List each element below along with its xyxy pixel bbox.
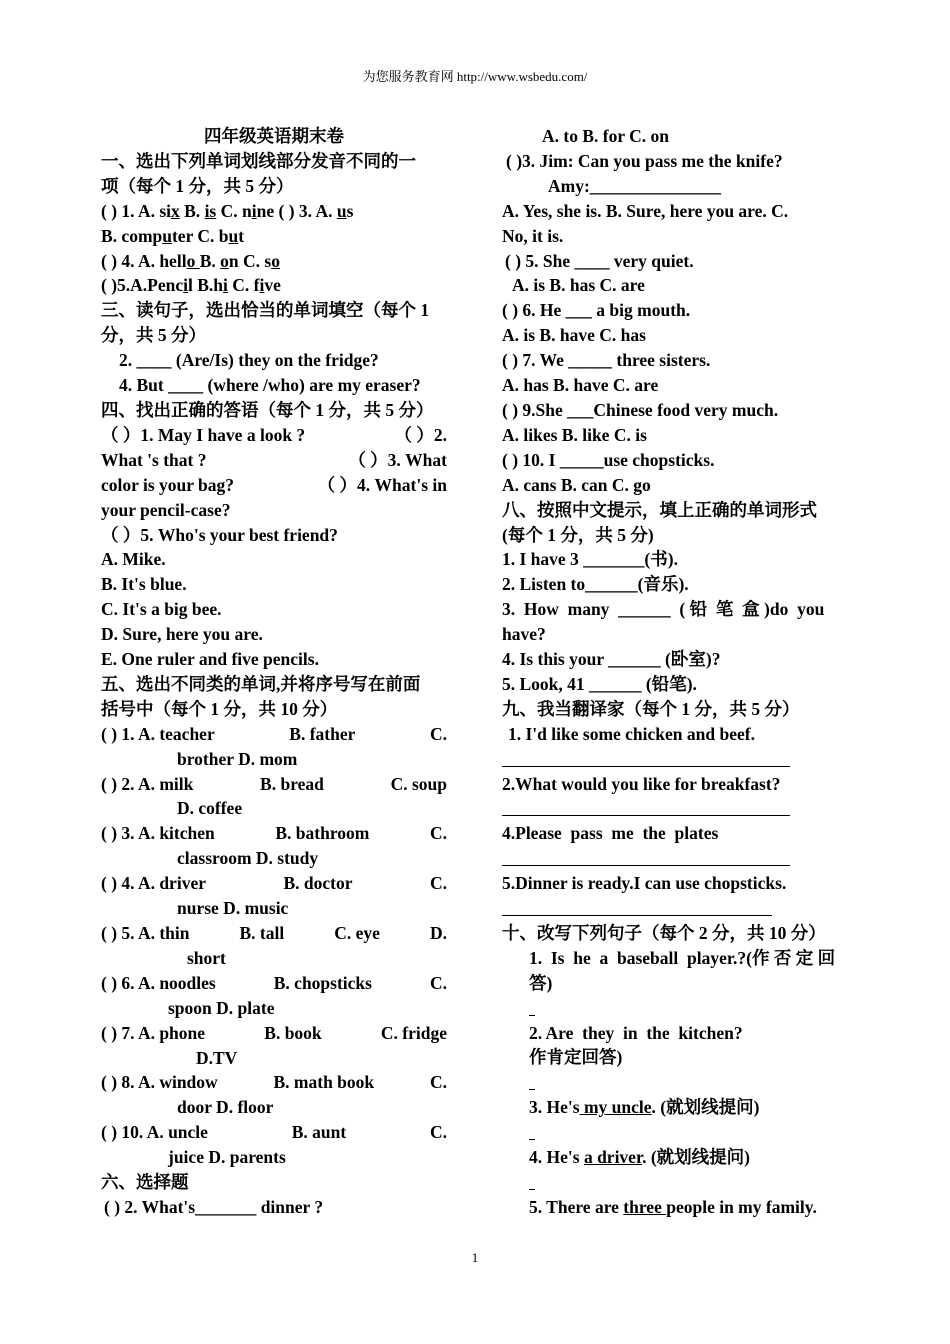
answer-options: No, it is. [502, 225, 564, 246]
question-line: door D. floor [177, 1097, 274, 1118]
answer-options: A. has B. have C. are [502, 375, 659, 396]
question-line: B. computer C. but [101, 225, 245, 246]
right-column [502, 124, 850, 1220]
question-line: ( ) 4. A. driver B. doctor C. [101, 873, 447, 894]
question-line: ( )3. Jim: Can you pass me the knife? [506, 150, 783, 171]
section-10-heading: 十、改写下列句子（每个 2 分，共 10 分） [502, 922, 826, 943]
question-line: 3. How many ______ ( 铅 笔 盒 )do you [502, 599, 825, 620]
question-line: ( ) 1. A. six B. is C. nine ( ) 3. A. us [101, 200, 354, 221]
section-1-heading-cont: 项（每个 1 分，共 5 分） [101, 175, 294, 196]
question-line: ( ) 10. I _____use chopsticks. [502, 449, 715, 470]
answer-options: A. Yes, she is. B. Sure, here you are. C. [502, 200, 789, 221]
left-column [101, 124, 447, 1220]
question-line: juice D. parents [168, 1147, 286, 1168]
question-line: 3. He's my uncle. (就划线提问) [529, 1097, 760, 1118]
answer-options: A. likes B. like C. is [502, 424, 647, 445]
answer-option: D. Sure, here you are. [101, 624, 263, 645]
question-line: 1. Is he a baseball player.?(作 否 定 回 [529, 947, 836, 968]
section-4-heading: 四、找出正确的答语（每个 1 分，共 5 分） [101, 399, 434, 420]
answer-blank-mark[interactable] [502, 1070, 850, 1095]
section-3-heading-cont: 分，共 5 分） [101, 325, 206, 346]
question-line: ( ) 6. He ___ a big mouth. [502, 300, 691, 321]
question-line: Amy:_______________ [548, 175, 722, 196]
question-line: 答) [529, 972, 553, 993]
answer-option: B. It's blue. [101, 574, 187, 595]
answer-blank-mark[interactable] [502, 1170, 850, 1195]
answer-option: A. Mike. [101, 549, 166, 570]
question-line: ( ) 9.She ___Chinese food very much. [502, 399, 779, 420]
question-line: （ ）1. May I have a look ? （ ）2. [101, 424, 447, 445]
question-line: （ ）5. Who's your best friend? [101, 524, 338, 545]
answer-blank-line[interactable] [502, 796, 850, 821]
section-3-heading: 三、读句子，选出恰当的单词填空（每个 1 [101, 300, 430, 321]
question-line: ( ) 1. A. teacher B. father C. [101, 723, 447, 744]
question-line: 1. I'd like some chicken and beef. [508, 723, 755, 744]
answer-option: C. It's a big bee. [101, 599, 222, 620]
question-line: ( )5.A.Pencil B.hi C. five [101, 275, 281, 296]
section-5-heading: 五、选出不同类的单词,并将序号写在前面 [101, 673, 421, 694]
answer-options: A. is B. has C. are [512, 275, 645, 296]
page-header: 为您服务教育网 http://www.wsbedu.com/ [362, 69, 588, 84]
question-line: 作肯定回答) [529, 1047, 623, 1068]
question-line: D.TV [196, 1047, 238, 1068]
question-line: ( ) 2. A. milk B. bread C. soup [101, 773, 447, 794]
section-6-heading: 六、选择题 [101, 1172, 189, 1193]
question-line: 4.Please pass me the plates [502, 823, 719, 844]
question-line: ( ) 5. A. thin B. tall C. eye D. [101, 923, 447, 943]
section-5-heading-cont: 括号中（每个 1 分，共 10 分） [101, 698, 338, 719]
page-number: 1 [471, 1250, 479, 1265]
section-1-heading: 一、选出下列单词划线部分发音不同的一 [101, 150, 416, 171]
question-line: color is your bag? （ ）4. What's in [101, 474, 447, 495]
answer-blank-line[interactable] [502, 896, 850, 921]
question-line: 2.What would you like for breakfast? [502, 773, 781, 794]
question-line: classroom D. study [177, 848, 319, 869]
question-line: short [187, 947, 226, 968]
question-line: ( ) 7. A. phone B. book C. fridge [101, 1022, 447, 1043]
question-line: 4. But ____ (where /who) are my eraser? [119, 375, 421, 396]
question-line: 1. I have 3 _______(书). [502, 549, 678, 570]
question-line: have? [502, 624, 546, 645]
answer-options: A. is B. have C. has [502, 325, 646, 346]
answer-blank-line[interactable] [502, 747, 850, 772]
question-line: ( ) 2. What's_______ dinner ? [104, 1196, 324, 1217]
question-line: ( ) 10. A. uncle B. aunt C. [101, 1122, 447, 1143]
question-line: D. coffee [177, 798, 243, 819]
question-line: 4. He's a driver. (就划线提问) [529, 1147, 751, 1168]
question-line: ( ) 6. A. noodles B. chopsticks C. [101, 972, 447, 993]
question-line: ( ) 8. A. window B. math book C. [101, 1072, 447, 1093]
question-line: ( ) 7. We _____ three sisters. [502, 350, 711, 371]
answer-options: A. cans B. can C. go [502, 474, 651, 495]
answer-blank-line[interactable] [502, 846, 850, 871]
question-line: 2. Listen to______(音乐). [502, 574, 689, 595]
question-line: nurse D. music [177, 898, 289, 919]
section-8-heading-cont: (每个 1 分，共 5 分) [502, 524, 654, 545]
question-line: spoon D. plate [168, 997, 275, 1018]
question-line: 5. There are three people in my family. [529, 1196, 817, 1217]
answer-blank-mark[interactable] [502, 1120, 850, 1145]
question-line: brother D. mom [177, 748, 298, 769]
question-line: 2. Are they in the kitchen? [529, 1022, 743, 1043]
answer-blank-mark[interactable] [502, 996, 850, 1021]
question-line: 2. ____ (Are/Is) they on the fridge? [119, 350, 379, 371]
question-line: ( ) 4. A. hello B. on C. so [101, 250, 280, 271]
question-line: ( ) 3. A. kitchen B. bathroom C. [101, 823, 447, 844]
exam-title: 四年级英语期末卷 [204, 126, 344, 146]
question-line: your pencil-case? [101, 499, 231, 520]
answer-option: E. One ruler and five pencils. [101, 649, 319, 670]
question-line: 5. Look, 41 ______ (铅笔). [502, 673, 697, 694]
question-line: What 's that ? （ ）3. What [101, 449, 447, 470]
section-9-heading: 九、我当翻译家（每个 1 分，共 5 分） [502, 698, 800, 719]
question-line: 5.Dinner is ready.I can use chopsticks. [502, 873, 787, 894]
question-line: 4. Is this your ______ (卧室)? [502, 649, 721, 670]
section-8-heading: 八、按照中文提示，填上正确的单词形式 [502, 499, 817, 520]
answer-options: A. to B. for C. on [542, 126, 670, 146]
question-line: ( ) 5. She ____ very quiet. [505, 250, 694, 271]
